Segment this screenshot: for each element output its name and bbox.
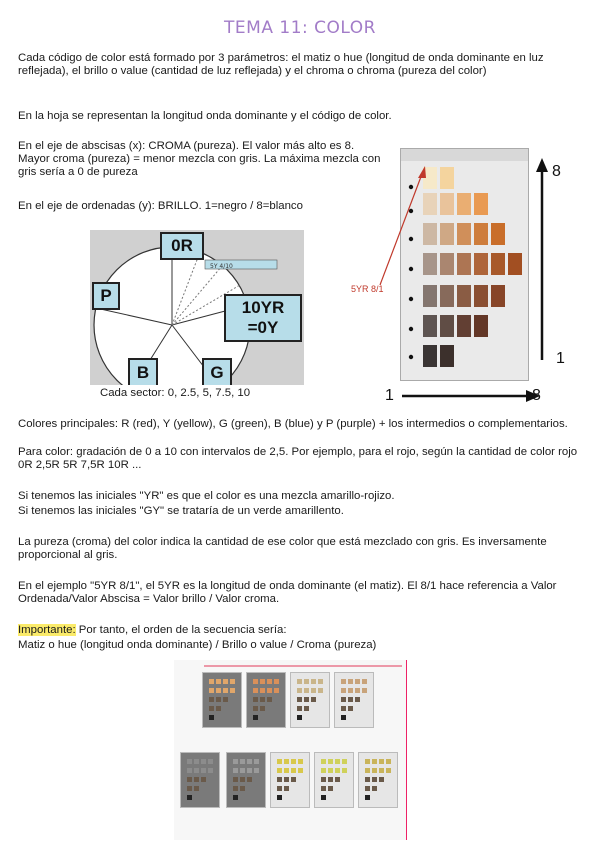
munsell-swatch <box>423 315 437 337</box>
mini-swatch <box>274 679 279 684</box>
paragraph-important <box>18 624 578 637</box>
mini-swatch <box>328 768 333 773</box>
mini-swatch <box>372 768 377 773</box>
mini-swatch <box>240 759 245 764</box>
x-axis-max: 8 <box>532 387 541 404</box>
mini-swatch <box>274 688 279 693</box>
mini-swatch <box>277 768 282 773</box>
mini-swatch <box>247 768 252 773</box>
mini-swatch <box>342 768 347 773</box>
mini-swatch <box>284 768 289 773</box>
page-title: TEMA 11: COLOR <box>224 18 376 38</box>
mini-swatch <box>247 777 252 782</box>
mini-swatch <box>328 777 333 782</box>
mini-swatch <box>223 679 228 684</box>
mini-swatch <box>260 706 265 711</box>
y-axis-min: 1 <box>556 350 565 367</box>
mini-swatch <box>187 777 192 782</box>
mini-swatch <box>379 759 384 764</box>
mini-swatch <box>348 688 353 693</box>
munsell-swatch <box>457 253 471 275</box>
pie-label-0r: 0R <box>160 232 204 260</box>
mini-swatch <box>208 759 213 764</box>
mini-swatch <box>341 697 346 702</box>
mini-swatch <box>297 706 302 711</box>
munsell-swatch-grid <box>423 167 522 367</box>
mini-swatch <box>216 679 221 684</box>
important-highlight: Importante: <box>18 624 76 636</box>
mini-swatch <box>260 697 265 702</box>
mini-swatch <box>311 688 316 693</box>
paragraph-purity: La pureza (croma) del color indica la cantidad de ese color que está mezclado con gris. Es inversamente proporcional al gris. <box>18 536 547 561</box>
mini-swatch <box>341 715 346 720</box>
mini-chart-page <box>358 752 398 808</box>
mini-swatch <box>379 768 384 773</box>
mini-chart-page <box>246 672 286 728</box>
mini-swatch <box>321 759 326 764</box>
example-pointer-arrow <box>370 160 430 300</box>
paragraph-main-colors: Colores principales: R (red), Y (yellow), G (green), B (blue) y P (purple) + los intermedios o complementarios. <box>18 418 568 430</box>
mini-swatch <box>240 768 245 773</box>
mini-swatch <box>240 777 245 782</box>
munsell-swatch <box>491 253 505 275</box>
mini-swatch <box>341 679 346 684</box>
mini-swatch <box>187 768 192 773</box>
mini-swatch <box>194 786 199 791</box>
mini-swatch <box>223 697 228 702</box>
munsell-pages-photo <box>174 660 407 840</box>
mini-swatch <box>291 768 296 773</box>
mini-swatch <box>328 786 333 791</box>
munsell-swatch <box>457 285 471 307</box>
mini-swatch <box>341 706 346 711</box>
mini-swatch <box>321 795 326 800</box>
mini-swatch <box>291 777 296 782</box>
strip-header-arrow <box>174 660 406 672</box>
mini-swatch <box>304 688 309 693</box>
mini-swatch <box>362 679 367 684</box>
munsell-swatch <box>440 193 454 215</box>
important-text: Por tanto, el orden de la secuencia sería: <box>75 624 287 636</box>
mini-swatch <box>297 715 302 720</box>
mini-swatch <box>335 759 340 764</box>
mini-swatch <box>304 697 309 702</box>
mini-swatch <box>297 679 302 684</box>
mini-swatch <box>318 688 323 693</box>
mini-swatch <box>233 795 238 800</box>
mini-swatch <box>355 688 360 693</box>
mini-swatch <box>297 688 302 693</box>
munsell-swatch <box>491 223 505 245</box>
munsell-swatch <box>423 345 437 367</box>
paragraph-example: En el ejemplo "5YR 8/1", el 5YR es la longitud de onda dominante (el matiz). El 8/1 hace referencia a Valor Ordenada/Valor Abscisa = Valor brillo / Valor croma. <box>18 580 557 605</box>
munsell-swatch <box>457 315 471 337</box>
mini-swatch <box>277 786 282 791</box>
paragraph-gradation: Para color: gradación de 0 a 10 con intervalos de 2,5. Por ejemplo, para el rojo, según la cantidad de color rojo 0R 2,5R 5R 7,5R 10R ... <box>18 446 578 471</box>
mini-swatch <box>230 688 235 693</box>
mini-swatch <box>267 697 272 702</box>
pie-small-label: 5Y 4/10 <box>210 263 233 270</box>
mini-swatch <box>365 768 370 773</box>
munsell-swatch <box>491 285 505 307</box>
chroma-arrow <box>392 386 542 406</box>
mini-swatch <box>209 697 214 702</box>
mini-swatch <box>194 759 199 764</box>
mini-swatch <box>254 768 259 773</box>
mini-chart-page <box>334 672 374 728</box>
pie-label-g: G <box>202 358 232 385</box>
mini-swatch <box>277 795 282 800</box>
mini-swatch <box>365 777 370 782</box>
mini-swatch <box>311 697 316 702</box>
mini-swatch <box>386 768 391 773</box>
mini-swatch <box>277 777 282 782</box>
mini-swatch <box>209 706 214 711</box>
mini-swatch <box>233 786 238 791</box>
pie-label-10yr-line2: =0Y <box>247 318 279 337</box>
y-axis-max: 8 <box>552 163 561 180</box>
mini-chart-page <box>270 752 310 808</box>
mini-swatch <box>362 688 367 693</box>
mini-swatch <box>341 688 346 693</box>
mini-swatch <box>372 759 377 764</box>
mini-swatch <box>216 688 221 693</box>
munsell-swatch <box>474 285 488 307</box>
mini-chart-page <box>290 672 330 728</box>
mini-swatch <box>321 786 326 791</box>
mini-swatch <box>253 688 258 693</box>
mini-swatch <box>355 697 360 702</box>
pie-label-b: B <box>128 358 158 385</box>
mini-swatch <box>284 759 289 764</box>
mini-swatch <box>253 697 258 702</box>
mini-swatch <box>348 697 353 702</box>
paragraph-sheet: En la hoja se representan la longitud onda dominante y el código de color. <box>18 110 392 122</box>
mini-swatch <box>187 759 192 764</box>
mini-swatch <box>233 759 238 764</box>
mini-swatch <box>372 786 377 791</box>
mini-swatch <box>298 759 303 764</box>
mini-swatch <box>201 777 206 782</box>
mini-swatch <box>277 759 282 764</box>
mini-swatch <box>348 679 353 684</box>
mini-swatch <box>194 768 199 773</box>
mini-swatch <box>284 786 289 791</box>
mini-swatch <box>335 768 340 773</box>
pie-label-10yr <box>224 294 302 342</box>
paragraph-yr: Si tenemos las iniciales "YR" es que el color es una mezcla amarillo-rojizo. <box>18 490 395 502</box>
munsell-swatch <box>440 345 454 367</box>
munsell-swatch <box>440 253 454 275</box>
paragraph-y-axis: En el eje de ordenadas (y): BRILLO. 1=negro / 8=blanco <box>18 200 303 212</box>
x-axis-min: 1 <box>385 387 394 404</box>
mini-swatch <box>253 706 258 711</box>
pie-label-p: P <box>92 282 120 310</box>
munsell-swatch <box>474 315 488 337</box>
munsell-swatch <box>440 167 454 189</box>
munsell-swatch <box>440 285 454 307</box>
mini-swatch <box>187 786 192 791</box>
mini-swatch <box>335 777 340 782</box>
pie-caption: Cada sector: 0, 2.5, 5, 7.5, 10 <box>100 387 251 399</box>
mini-swatch <box>379 777 384 782</box>
mini-swatch <box>209 715 214 720</box>
mini-swatch <box>254 759 259 764</box>
mini-swatch <box>223 688 228 693</box>
mini-swatch <box>321 768 326 773</box>
mini-swatch <box>260 688 265 693</box>
mini-chart-page <box>180 752 220 808</box>
munsell-swatch <box>440 315 454 337</box>
mini-swatch <box>267 679 272 684</box>
paragraph-x-axis: En el eje de abscisas (x): CROMA (pureza). El valor más alto es 8. Mayor croma (pureza) = menor mezcla con gris. La máxima mezcla con gris sería a 0 de pureza <box>18 140 381 178</box>
pie-label-10yr-line1: 10YR <box>241 298 285 317</box>
mini-swatch <box>247 759 252 764</box>
mini-swatch <box>240 786 245 791</box>
mini-swatch <box>298 768 303 773</box>
mini-swatch <box>311 679 316 684</box>
mini-swatch <box>304 679 309 684</box>
munsell-swatch <box>474 253 488 275</box>
mini-swatch <box>297 697 302 702</box>
mini-swatch <box>328 759 333 764</box>
mini-swatch <box>386 759 391 764</box>
munsell-swatch <box>508 253 522 275</box>
hue-pie-diagram <box>90 230 304 385</box>
mini-swatch <box>187 795 192 800</box>
mini-swatch <box>216 706 221 711</box>
mini-swatch <box>365 795 370 800</box>
munsell-swatch <box>457 193 471 215</box>
mini-swatch <box>253 679 258 684</box>
mini-swatch <box>365 786 370 791</box>
example-code-label: 5YR 8/1 <box>351 284 384 294</box>
mini-swatch <box>291 759 296 764</box>
mini-chart-page <box>226 752 266 808</box>
mini-swatch <box>260 679 265 684</box>
mini-swatch <box>284 777 289 782</box>
paragraph-gy: Si tenemos las iniciales "GY" se trataría de un verde amarillento. <box>18 505 344 517</box>
munsell-swatch <box>440 223 454 245</box>
brightness-arrow <box>530 148 570 378</box>
munsell-swatch <box>474 193 488 215</box>
mini-swatch <box>355 679 360 684</box>
mini-swatch <box>216 697 221 702</box>
mini-swatch <box>209 679 214 684</box>
mini-swatch <box>233 777 238 782</box>
mini-swatch <box>230 679 235 684</box>
mini-swatch <box>365 759 370 764</box>
mini-swatch <box>342 759 347 764</box>
mini-swatch <box>194 777 199 782</box>
munsell-swatch <box>457 223 471 245</box>
mini-swatch <box>233 768 238 773</box>
mini-swatch <box>304 706 309 711</box>
mini-swatch <box>267 688 272 693</box>
mini-swatch <box>209 688 214 693</box>
mini-swatch <box>201 759 206 764</box>
mini-swatch <box>208 768 213 773</box>
mini-swatch <box>201 768 206 773</box>
mini-swatch <box>348 706 353 711</box>
mini-swatch <box>372 777 377 782</box>
mini-swatch <box>253 715 258 720</box>
mini-chart-page <box>202 672 242 728</box>
mini-swatch <box>318 679 323 684</box>
munsell-swatch <box>474 223 488 245</box>
paragraph-sequence: Matiz o hue (longitud onda dominante) / Brillo o value / Croma (pureza) <box>18 639 377 651</box>
mini-chart-page <box>314 752 354 808</box>
paragraph-parameters: Cada código de color está formado por 3 parámetros: el matiz o hue (longitud de onda dominante en luz reflejada), el brillo o value (cantidad de luz reflejada) y el chroma o chroma (pureza del color) <box>18 52 544 77</box>
mini-swatch <box>321 777 326 782</box>
